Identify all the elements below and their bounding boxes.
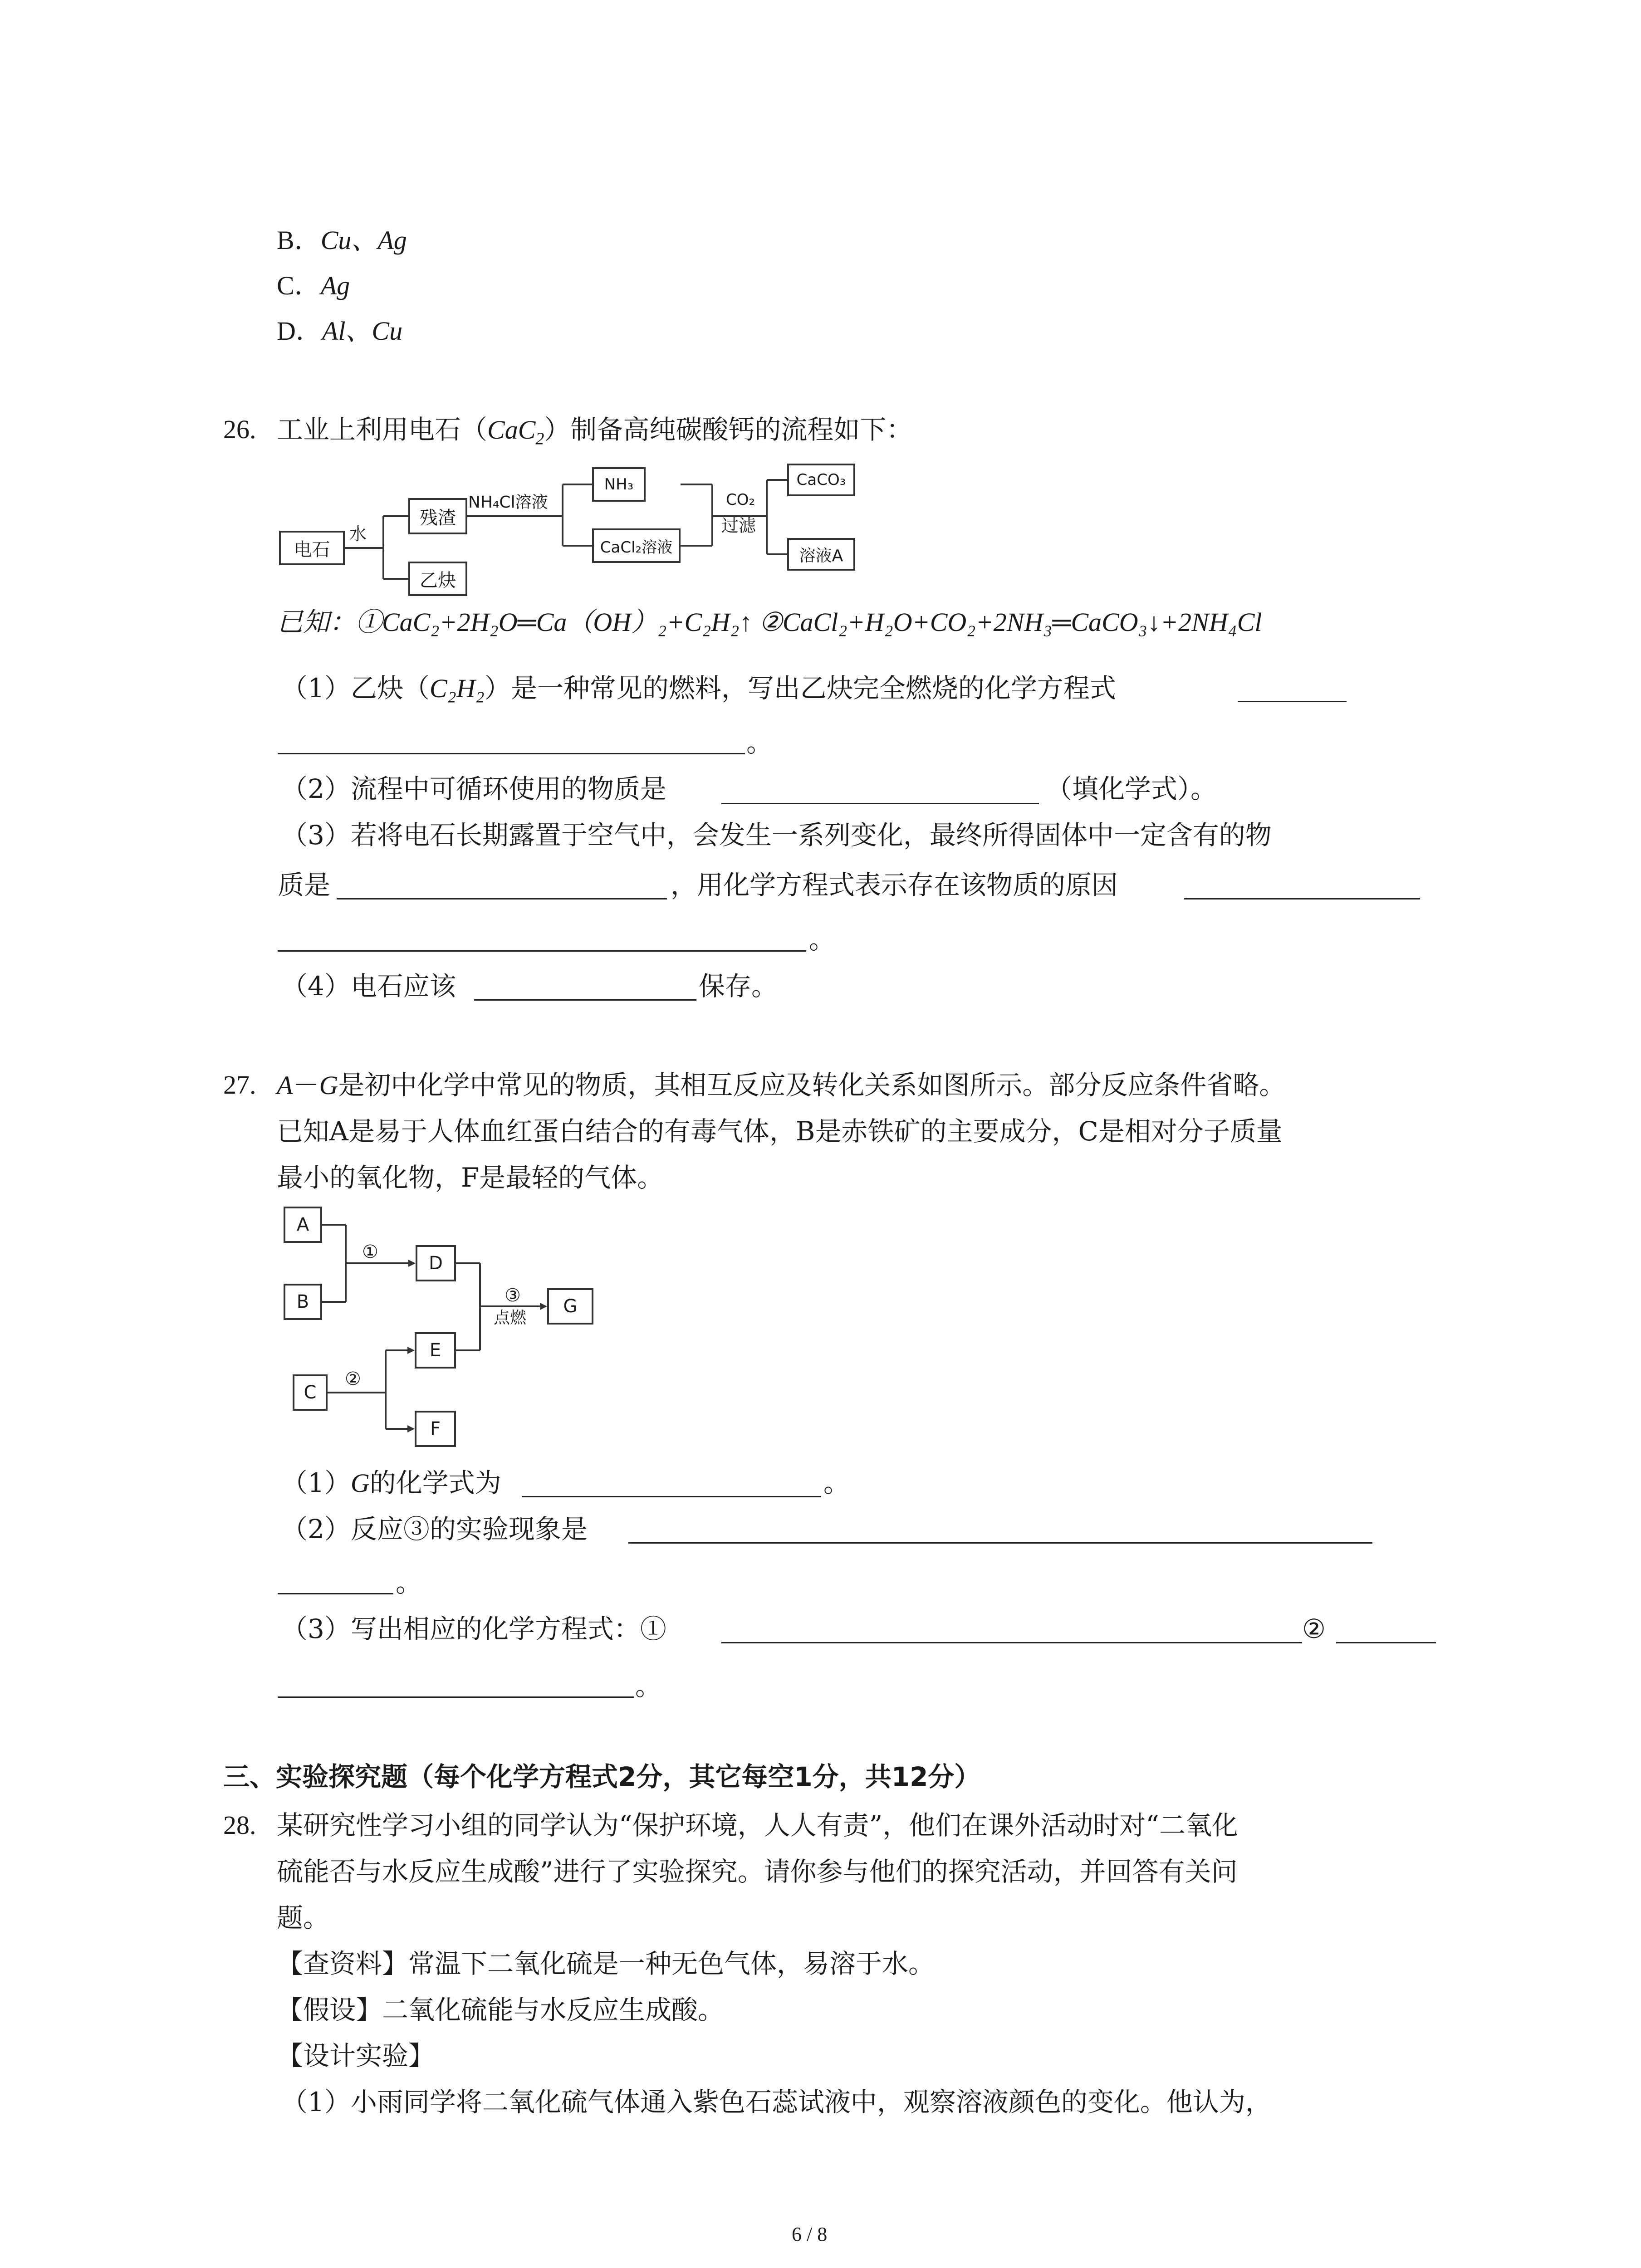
- stem-text: ）制备高纯碳酸钙的流程如下：: [544, 414, 913, 445]
- section-title: 三、实验探究题（每个化学方程式2分，其它每空1分，共12分）: [223, 1761, 981, 1792]
- flow-box-yique: 乙炔: [408, 562, 467, 596]
- q28-sub1: （1）小雨同学将二氧化硫气体通入紫色石蕊试液中，观察溶液颜色的变化。他认为，: [281, 2087, 1272, 2117]
- stem-text: 工业上利用电石（: [277, 414, 488, 445]
- q28-line1: 某研究性学习小组的同学认为“保护环境，人人有责”，他们在课外活动时对“二氧化: [277, 1810, 1238, 1841]
- ignite-label: 点燃: [494, 1309, 527, 1327]
- formula: C₂H₂: [429, 674, 485, 703]
- q26-sub3-label: 质是: [278, 870, 331, 900]
- sub-text: （1）乙炔（: [281, 673, 430, 704]
- flow-label-nh4cl: NH₄Cl溶液: [468, 493, 548, 512]
- option-text: Al、Cu: [322, 316, 403, 346]
- period: 。: [809, 924, 836, 955]
- answer-blank[interactable]: [1336, 1642, 1436, 1643]
- label-g: G: [350, 1468, 370, 1498]
- q28-line3: 题。: [277, 1902, 330, 1933]
- q27-line2: 已知A是易于人体血红蛋白结合的有毒气体，B是赤铁矿的主要成分，C是相对分子质量: [277, 1116, 1283, 1147]
- flow-label-water: 水: [349, 524, 367, 544]
- answer-blank[interactable]: [522, 1496, 821, 1497]
- answer-blank[interactable]: [628, 1542, 1372, 1544]
- node-g: G: [547, 1288, 593, 1325]
- period: 。: [823, 1467, 850, 1498]
- reaction-3-label: ③: [505, 1285, 521, 1306]
- option-text: Cu、Ag: [320, 225, 407, 255]
- formula-subscript: 2: [535, 429, 544, 449]
- answer-blank[interactable]: [278, 1696, 634, 1698]
- question-number: 27.: [223, 1070, 256, 1100]
- period: 。: [635, 1671, 662, 1701]
- q28-hypothesis: 【假设】二氧化硫能与水反应生成酸。: [277, 1994, 725, 2025]
- q26-sub2-hint: （填化学式）。: [1046, 773, 1217, 804]
- node-b: B: [284, 1284, 322, 1320]
- option-letter: B．: [277, 225, 321, 255]
- label-a: A: [277, 1070, 293, 1100]
- flow-label-co2: CO₂: [726, 491, 755, 509]
- q27-line3: 最小的氧化物，F是最轻的气体。: [277, 1162, 664, 1193]
- q27-sub1: [281, 1467, 501, 1498]
- reaction-1-label: ①: [362, 1242, 378, 1262]
- q28-line2: 硫能否与水反应生成酸”进行了实验探究。请你参与他们的探究活动，并回答有关问: [277, 1856, 1238, 1887]
- q26-sub4-label: （4）电石应该: [281, 971, 456, 1002]
- formula: CaC: [487, 415, 536, 445]
- sub-text: 的化学式为: [369, 1467, 501, 1498]
- page-number: 6 / 8: [792, 2223, 828, 2245]
- node-d: D: [416, 1245, 456, 1281]
- option-letter: C．: [277, 271, 321, 300]
- period: 。: [396, 1567, 422, 1598]
- flow-box-solution-a: 溶液A: [787, 538, 855, 571]
- flow-box-nh3: NH₃: [592, 467, 646, 502]
- sub-text: ）是一种常见的燃料，写出乙炔完全燃烧的化学方程式: [484, 673, 1116, 704]
- question-number: 28.: [223, 1810, 256, 1840]
- q27-sub3-mark2: ②: [1302, 1613, 1326, 1644]
- node-e: E: [415, 1332, 456, 1369]
- q26-sub2-label: （2）流程中可循环使用的物质是: [281, 773, 666, 804]
- q27-sub3-label: （3）写出相应的化学方程式：①: [281, 1613, 666, 1644]
- flow-box-canzha: 残渣: [408, 498, 467, 534]
- flow-label-filter: 过滤: [721, 516, 756, 536]
- label-g: G: [319, 1070, 338, 1100]
- q28-design: 【设计实验】: [277, 2040, 435, 2071]
- q26-sub4-end: 保存。: [699, 971, 778, 1002]
- question-number: 26.: [223, 415, 256, 444]
- known-equations: 已知：①CaC₂+2H₂O═Ca（OH）₂+C₂H₂↑ ②CaCl₂+H₂O+CO₂+2NH₃═CaCO₃↓+2NH₄Cl: [277, 607, 1262, 637]
- node-a: A: [284, 1207, 322, 1243]
- option-text: Ag: [320, 271, 350, 300]
- q26-sub3-cause: ，用化学方程式表示存在该物质的原因: [671, 870, 1118, 900]
- reaction-2-label: ②: [345, 1369, 361, 1389]
- flow-box-dianshi: 电石: [279, 531, 345, 565]
- flow-box-cacl2: CaCl₂溶液: [592, 528, 681, 563]
- stem-text: 是初中化学中常见的物质，其相互反应及转化关系如图所示。部分反应条件省略。: [338, 1070, 1286, 1100]
- answer-blank[interactable]: [721, 1642, 1302, 1643]
- flow-box-caco3: CaCO₃: [787, 464, 855, 496]
- option-letter: D．: [277, 316, 322, 346]
- answer-blank[interactable]: [278, 1593, 393, 1594]
- period: 。: [746, 727, 773, 758]
- q27-sub2-label: （2）反应③的实验现象是: [281, 1514, 588, 1545]
- q26-sub3-line1: （3）若将电石长期露置于空气中，会发生一系列变化，最终所得固体中一定含有的物: [281, 820, 1272, 850]
- node-f: F: [415, 1411, 456, 1447]
- dash: －: [293, 1070, 319, 1100]
- q28-info: 【查资料】常温下二氧化硫是一种无色气体，易溶于水。: [277, 1948, 935, 1979]
- sub-text: （1）: [281, 1467, 351, 1498]
- node-c: C: [293, 1374, 328, 1411]
